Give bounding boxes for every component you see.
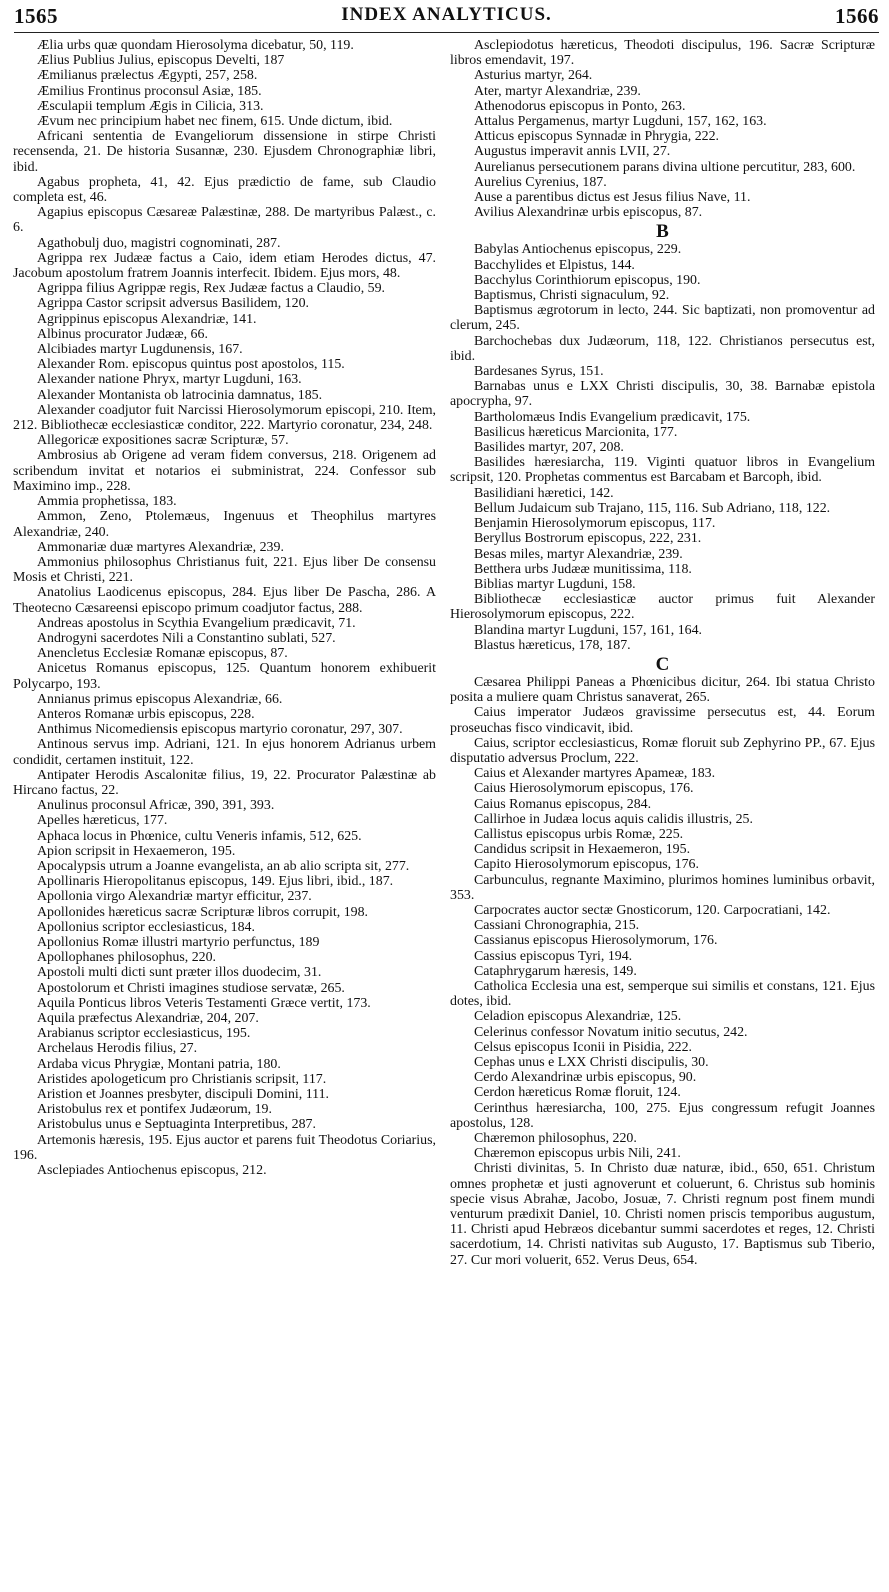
index-entry: Archelaus Herodis filius, 27. [37, 1041, 198, 1057]
index-entry: Bacchylides et Elpistus, 144. [474, 257, 635, 273]
index-entry: Apollophanes philosophus, 220. [37, 950, 217, 966]
index-entry: Athenodorus episcopus in Ponto, 263. [474, 98, 686, 114]
index-entry: Apollonius Romæ illustri martyrio perfunctus, 189 [37, 934, 320, 950]
index-entry: Agrippa filius Agrippæ regis, Rex Judææ factus a Claudio, 59. [37, 281, 386, 297]
index-entry: Annianus primus episcopus Alexandriæ, 66. [37, 691, 283, 707]
section-letter: C [655, 653, 670, 675]
index-entry: Celadion episcopus Alexandriæ, 125. [474, 1009, 682, 1025]
index-entry: Apocalypsis utrum a Joanne evangelista, an ab alio scripta sit, 277. [37, 858, 410, 874]
index-entry: Anicetus Romanus episcopus, 125. Quantum honorem exhibuerit Polycarpo, 193. [13, 661, 436, 692]
index-entry: Apollonides hæreticus sacræ Scripturæ libros corrupit, 198. [37, 904, 369, 920]
index-entry: Cerinthus hæresiarcha, 100, 275. Ejus congressum refugit Joannes apostolus, 128. [450, 1100, 875, 1131]
page-header [14, 4, 879, 33]
index-entry: Celerinus confessor Novatum initio secutus, 242. [474, 1024, 748, 1040]
index-entry: Alexander Rom. episcopus quintus post apostolos, 115. [37, 357, 345, 373]
index-entry: Cassianus episcopus Hierosolymorum, 176. [474, 933, 718, 949]
index-entry: Apostoli multi dicti sunt præter illos duodecim, 31. [37, 965, 322, 981]
index-entry: Aurelianus persecutionem parans divina ultione percutitur, 283, 600. [474, 159, 856, 175]
index-entry: Asclepiades Antiochenus episcopus, 212. [37, 1163, 267, 1179]
index-entry: Aristobulus rex et pontifex Judæorum, 19. [37, 1102, 272, 1118]
index-entry: Ævum nec principium habet nec finem, 615. Unde dictum, ibid. [37, 114, 393, 130]
index-entry: Bacchylus Corinthiorum episcopus, 190. [474, 272, 701, 288]
index-entry: Alexander natione Phryx, martyr Lugduni, 163. [37, 372, 302, 388]
index-entry: Celsus episcopus Iconii in Pisidia, 222. [474, 1039, 692, 1055]
index-entry: Agrippinus episcopus Alexandriæ, 141. [37, 311, 257, 327]
index-entry: Aristides apologeticum pro Christianis scripsit, 117. [37, 1071, 327, 1087]
index-entry: Blastus hæreticus, 178, 187. [474, 637, 631, 653]
index-entry: Baptismus, Christi signaculum, 92. [474, 288, 670, 304]
index-entry: Carpocrates auctor sectæ Gnosticorum, 120. Carpocratiani, 142. [474, 902, 831, 918]
index-entry: Aquila præfectus Alexandriæ, 204, 207. [37, 1011, 259, 1026]
index-entry: Anulinus proconsul Africæ, 390, 391, 393. [37, 798, 275, 814]
index-entry: Chæremon episcopus urbis Nili, 241. [474, 1146, 681, 1162]
index-entry: Cerdo Alexandrinæ urbis episcopus, 90. [474, 1070, 697, 1086]
index-entry: Apelles hæreticus, 177. [37, 813, 168, 829]
index-entry: Andreas apostolus in Scythia Evangelium prædicavit, 71. [37, 615, 356, 631]
index-entry: Alexander coadjutor fuit Narcissi Hierosolymorum episcopi, 210. Item, 212. Bibliothecæ ecclesiasticæ conditor, 222. Martyrio coronatur, 234, 248. [13, 402, 436, 434]
index-entry: Caius Romanus episcopus, 284. [474, 796, 652, 812]
index-entry: Candidus scripsit in Hexaemeron, 195. [474, 842, 691, 858]
index-entry: Aristobulus unus e Septuaginta Interpretibus, 287. [37, 1117, 316, 1133]
index-entry: Apollinaris Hieropolitanus episcopus, 149. Ejus libri, ibid., 187. [37, 874, 394, 890]
index-entry: Basilidiani hæretici, 142. [474, 485, 614, 501]
index-entry: Apion scripsit in Hexaemeron, 195. [37, 843, 236, 859]
page-number-right: 1566 [834, 4, 879, 28]
index-entry: Androgyni sacerdotes Nili a Constantino sublati, 527. [37, 630, 336, 646]
index-entry: Alcibiades martyr Lugdunensis, 167. [37, 342, 243, 358]
index-entry: Ammon, Zeno, Ptolemæus, Ingenuus et Theophilus martyres Alexandriæ, 240. [13, 509, 436, 540]
index-entry: Beryllus Bostrorum episcopus, 222, 231. [474, 531, 702, 547]
index-entry: Aurelius Cyrenius, 187. [474, 174, 607, 190]
index-entry: Cæsarea Philippi Paneas a Phœnicibus dicitur, 264. Ibi statua Christo posita a muliere quam Christus sanaverat, 265. [450, 674, 875, 706]
index-entry: Barchochebas dux Judæorum, 118, 122. Christianos persecutus est, ibid. [450, 333, 875, 364]
index-entry: Apollonius scriptor ecclesiasticus, 184. [37, 919, 255, 935]
index-entry: Ardaba vicus Phrygiæ, Montani patria, 180. [37, 1056, 281, 1072]
index-entry: Cassius episcopus Tyri, 194. [474, 948, 633, 964]
index-entry: Artemonis hæresis, 195. Ejus auctor et parens fuit Theodotus Coriarius, 196. [13, 1132, 436, 1163]
index-entry: Asturius martyr, 264. [474, 68, 593, 84]
index-entry: Callistus episcopus urbis Romæ, 225. [474, 826, 684, 842]
index-entry: Attalus Pergamenus, martyr Lugduni, 157, 162, 163. [474, 114, 767, 130]
index-entry: Catholica Ecclesia una est, semperque sui similis et constans, 121. Ejus dotes, ibid. [450, 978, 875, 1010]
index-entry: Cerdon hæreticus Romæ floruit, 124. [474, 1085, 681, 1101]
index-entry: Caius imperator Judæos gravissime persecutus est, 44. Eorum proseuchas fisco vindicavit, ibid. [450, 705, 875, 736]
index-entry: Biblias martyr Lugduni, 158. [474, 576, 636, 592]
index-entry: Babylas Antiochenus episcopus, 229. [474, 242, 682, 258]
section-letter: B [656, 221, 669, 243]
index-entry: Aquila Ponticus libros Veteris Testamenti Græce vertit, 173. [37, 995, 371, 1011]
index-entry: Ater, martyr Alexandriæ, 239. [474, 83, 641, 99]
index-entry: Africani sententia de Evangeliorum dissensione in stirpe Christi recensenda, 21. De historia Susannæ, 230. Ejusdem Chronographiæ libri, ibid. [13, 129, 436, 175]
index-entry: Arabianus scriptor ecclesiasticus, 195. [37, 1026, 251, 1042]
index-entry: Ammia prophetissa, 183. [37, 494, 177, 510]
index-entry: Ælia urbs quæ quondam Hierosolyma dicebatur, 50, 119. [37, 38, 354, 53]
index-entry: Antinous servus imp. Adriani, 121. In ejus honorem Adrianus urbem condidit, certamen instituit, 122. [13, 737, 436, 768]
index-entry: Caius, scriptor ecclesiasticus, Romæ floruit sub Zephyrino PP., 67. Ejus disputatio adversus Proclum, 222. [450, 735, 875, 766]
index-entry: Bardesanes Syrus, 151. [474, 364, 604, 380]
index-entry: Cephas unus e LXX Christi discipulis, 30. [474, 1055, 709, 1070]
index-entry: Baptismus ægrotorum in lecto, 244. Sic baptizati, non promoventur ad clerum, 245. [450, 303, 875, 334]
index-entry: Caius Hierosolymorum episcopus, 176. [474, 781, 694, 797]
index-entry: Anencletus Ecclesiæ Romanæ episcopus, 87. [37, 646, 288, 662]
index-entry: Basilides martyr, 207, 208. [474, 440, 624, 456]
index-entry: Agrippa Castor scripsit adversus Basilidem, 120. [37, 296, 309, 312]
index-entry: Æmilianus prælectus Ægypti, 257, 258. [37, 68, 258, 84]
index-entry: Carbunculus, regnante Maximino, plurimos homines luminibus orbavit, 353. [450, 872, 875, 903]
left-column [13, 38, 436, 1178]
index-entry: Apollonia virgo Alexandriæ martyr efficitur, 237. [37, 889, 312, 905]
index-entry: Ause a parentibus dictus est Jesus filius Nave, 11. [474, 190, 751, 206]
index-entry: Benjamin Hierosolymorum episcopus, 117. [474, 516, 716, 532]
index-entry: Caius et Alexander martyres Apameæ, 183. [474, 766, 716, 782]
index-entry: Agathobulj duo, magistri cognominati, 287. [37, 235, 281, 251]
index-entry: Augustus imperavit annis LVII, 27. [474, 144, 671, 160]
index-entry: Ammonariæ duæ martyres Alexandriæ, 239. [37, 539, 284, 555]
index-entry: Anteros Romanæ urbis episcopus, 228. [37, 706, 255, 722]
index-entry: Basilides hæresiarcha, 119. Viginti quatuor libros in Evangelium scripsit, 120. Prophetas commentus est Barcabam et Barcoph, ibid. [450, 455, 875, 486]
index-entry: Cataphrygarum hæresis, 149. [474, 963, 637, 979]
index-entry: Agrippa rex Judææ factus a Caio, idem etiam Herodes dictus, 47. Jacobum apostolum fratrem Joannis interfecit. Ibidem. Ejus mors, 48. [13, 250, 436, 282]
index-entry: Ælius Publius Julius, episcopus Develti, 187 [37, 53, 285, 69]
page-number-left: 1565 [14, 4, 58, 28]
index-entry: Christi divinitas, 5. In Christo duæ naturæ, ibid., 650, 651. Christum omnes prophetæ et justi agnoverunt et coluerunt, 6. Christus sub hominis specie visus Abrahæ, Jacobo, Josuæ, 7. Christi regnum post finem mundi venturum prædixit Daniel, 10. Christi nomen priscis temporibus augustum, 11. Christi apud Hebræos dicebantur summi sacerdotes et reges, 12. Christi sacerdotium, 14. Christi nativitas sub Augusto, 17. Baptismus sub Tiberio, 27. Cur mori voluerit, 652. Verus Deus, 654. [450, 1161, 875, 1268]
index-entry: Aristion et Joannes presbyter, discipuli Domini, 111. [37, 1087, 330, 1103]
index-entry: Avilius Alexandrinæ urbis episcopus, 87. [474, 205, 703, 221]
index-entry: Blandina martyr Lugduni, 157, 161, 164. [474, 622, 703, 638]
index-entry: Bellum Judaicum sub Trajano, 115, 116. Sub Adriano, 118, 122. [474, 500, 831, 516]
index-entry: Anatolius Laodicenus episcopus, 284. Ejus liber De Pascha, 286. A Theotecno Cæsareensi episcopo primum coadjutor factus, 288. [13, 585, 436, 616]
right-column [450, 38, 875, 1268]
index-entry: Anthimus Nicomediensis episcopus martyrio coronatur, 297, 307. [37, 722, 403, 738]
index-entry: Agapius episcopus Cæsareæ Palæstinæ, 288. De martyribus Palæst., c. 6. [13, 205, 436, 236]
index-entry: Albinus procurator Judææ, 66. [37, 326, 208, 342]
index-entry: Apostolorum et Christi imagines studiose servatæ, 265. [37, 980, 345, 996]
index-entry: Æmilius Frontinus proconsul Asiæ, 185. [37, 83, 262, 99]
index-entry: Æsculapii templum Ægis in Cilicia, 313. [37, 98, 264, 114]
index-entry: Atticus episcopus Synnadæ in Phrygia, 222. [474, 129, 720, 145]
index-entry: Basilicus hæreticus Marcionita, 177. [474, 424, 678, 440]
index-entry: Besas miles, martyr Alexandriæ, 239. [474, 546, 683, 562]
index-entry: Bibliothecæ ecclesiasticæ auctor primus fuit Alexander Hierosolymorum episcopus, 222. [450, 592, 875, 623]
page-title: INDEX ANALYTICUS. [341, 4, 552, 25]
index-entry: Callirhoe in Judæa locus aquis calidis illustris, 25. [474, 811, 753, 827]
index-entry: Bartholomæus Indis Evangelium prædicavit, 175. [474, 409, 751, 425]
index-entry: Cassiani Chronographia, 215. [474, 918, 640, 934]
index-entry: Alexander Montanista ob latrocinia damnatus, 185. [37, 387, 323, 403]
index-entry: Barnabas unus e LXX Christi discipulis, 30, 38. Barnabæ epistola apocrypha, 97. [450, 379, 875, 410]
index-entry: Allegoricæ expositiones sacræ Scripturæ, 57. [37, 433, 289, 449]
index-entry: Chæremon philosophus, 220. [474, 1131, 637, 1147]
index-entry: Aphaca locus in Phœnice, cultu Veneris infamis, 512, 625. [37, 828, 362, 844]
index-entry: Antipater Herodis Ascalonitæ filius, 19, 22. Procurator Palæstinæ ab Hircano factus, 22. [13, 767, 436, 798]
index-entry: Ammonius philosophus Christianus fuit, 221. Ejus liber De consensu Mosis et Christi, 221. [13, 554, 436, 586]
index-entry: Asclepiodotus hæreticus, Theodoti discipulus, 196. Sacræ Scripturæ libros emendavit, 197. [450, 38, 875, 69]
index-entry: Agabus propheta, 41, 42. Ejus prædictio de fame, sub Claudio completa est, 46. [13, 174, 436, 206]
index-entry: Capito Hierosolymorum episcopus, 176. [474, 857, 699, 873]
index-entry: Betthera urbs Judææ munitissima, 118. [474, 561, 692, 577]
index-entry: Ambrosius ab Origene ad veram fidem conversus, 218. Origenem ad scribendum invitat et notarios ei subministrat, 224. Confessor sub Maximino imp., 228. [13, 448, 436, 494]
